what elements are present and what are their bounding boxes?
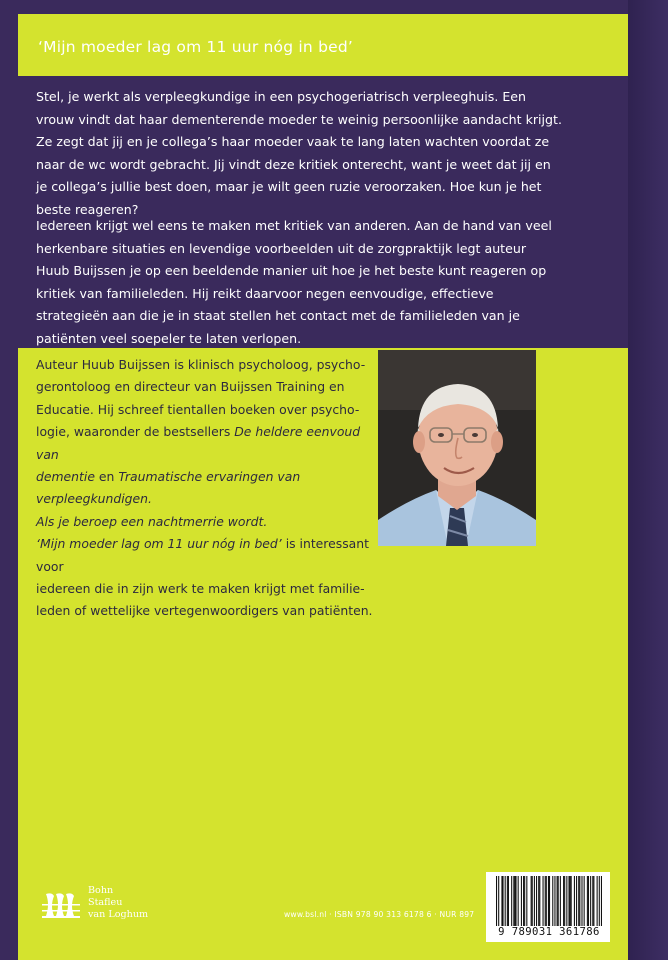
bio-line [36,421,376,466]
cover-edge [628,0,668,960]
bio-line [36,511,376,533]
barcode-bar [498,876,499,926]
book-reference: dementie [36,469,95,485]
barcode-bar [505,876,506,926]
bio-line: Auteur Huub Buijssen is klinisch psycholoog, psycho- [36,357,366,372]
barcode-bar [515,876,516,926]
intro-line: vrouw vindt dat haar dementerende moeder te weinig persoonlijke aandacht krijgt. [36,111,562,127]
barcode-bar [587,876,588,926]
barcode-bar [593,876,594,926]
barcode-bar [568,876,569,926]
intro-line: je collega’s jullie best doen, maar je wilt geen ruzie veroorzaken. Hoe kun je het [36,179,542,194]
barcode-bar [570,876,571,926]
bio-text: en [94,469,119,485]
barcode-bar [581,876,582,926]
barcode [486,872,610,942]
barcode-bar [592,876,593,926]
publisher-name [88,885,148,921]
barcode-bar [521,876,522,926]
barcode-number: 9 789031 361786 [498,926,600,938]
intro-line: naar de wc wordt gebracht. Jij vindt deze kritiek onterecht, want je weet dat jij en [36,156,551,172]
summary-line: Iedereen krijgt wel eens te maken met kritiek van anderen. Aan de hand van veel [36,218,552,233]
barcode-bar [518,876,519,926]
intro-line: Ze zegt dat jij en je collega’s haar moeder vaak te lang laten wachten voordat ze [36,134,550,149]
bio-line: iedereen die in zijn werk te maken krijgt met familie- [36,581,365,597]
barcode-bar [508,876,509,926]
bio-text: logie, waaronder de bestsellers [36,424,235,440]
barcode-bar [501,876,502,926]
summary-paragraph [36,215,626,350]
barcode-bar [564,876,565,926]
publisher-line: Stafleu [88,897,123,908]
author-bio [36,354,376,623]
barcode-bars-icon [496,876,602,926]
author-portrait-illustration [378,350,536,546]
intro-line: beste reageren? [36,201,139,217]
barcode-bar [496,876,497,926]
book-reference: Als je beroep een nachtmerrie wordt. [36,513,268,529]
book-reference: De heldere eenvoud van [36,424,361,462]
summary-line: strategieën aan die je in staat stellen het contact met de familieleden van je [36,308,520,323]
summary-line: Huub Buijssen je op een beeldende manier uit hoe je het beste kunt reageren op [36,263,547,278]
barcode-bar [543,876,544,926]
barcode-bar [548,876,549,926]
publisher-logo-icon [40,886,82,920]
publisher-line: van Loghum [88,909,149,920]
barcode-bar [579,876,580,926]
barcode-bar [523,876,524,926]
barcode-bar [539,876,540,926]
barcode-bar [513,876,514,926]
barcode-bar [557,876,558,926]
isbn-info: www.bsl.nl · ISBN 978 90 313 6178 6 · NUR 897 [284,910,475,919]
publisher-line: Bohn [88,885,114,896]
barcode-bar [563,876,564,926]
barcode-bar [584,876,585,926]
barcode-bar [549,876,550,926]
barcode-bar [554,876,555,926]
barcode-bar [599,876,600,926]
barcode-bar [546,876,547,926]
book-reference: ‘Mijn moeder lag om 11 uur nóg in bed’ [36,536,282,552]
barcode-bar [566,876,567,926]
intro-line: Stel, je werkt als verpleegkundige in een psychogeriatrisch verpleeghuis. Een [36,89,527,104]
barcode-bar [545,876,546,926]
bio-line: leden of wettelijke vertegenwoordigers van patiënten. [36,603,373,619]
barcode-bar [534,876,535,926]
barcode-bar [558,876,559,926]
book-reference: Traumatische ervaringen van verpleegkundigen. [36,469,301,507]
bio-line [36,466,376,511]
barcode-bar [507,876,508,926]
barcode-bar [571,876,572,926]
book-title: ‘Mijn moeder lag om 11 uur nóg in bed’ [38,38,354,56]
barcode-bar [597,876,598,926]
barcode-bar [524,876,525,926]
barcode-bar [552,876,553,926]
barcode-bar [526,876,527,926]
author-photo [378,350,536,546]
summary-line: herkenbare situaties en levendige voorbeelden uit de zorgpraktijk legt auteur [36,240,527,256]
barcode-bar [532,876,533,926]
intro-paragraph [36,86,626,221]
barcode-bar [576,876,577,926]
barcode-bar [560,876,561,926]
summary-line: patiënten veel soepeler te laten verlopen. [36,330,302,346]
barcode-bar [601,876,602,926]
barcode-bar [502,876,503,926]
summary-line: kritiek van familieleden. Hij reikt daarvoor negen eenvoudige, effectieve [36,285,494,301]
barcode-bar [574,876,575,926]
barcode-bar [511,876,512,926]
bio-line: Educatie. Hij schreef tientallen boeken over psycho- [36,401,360,417]
barcode-bar [514,876,515,926]
bio-line [36,533,376,578]
barcode-bar [588,876,589,926]
bio-line: gerontoloog en directeur van Buijssen Training en [36,379,345,395]
barcode-bar [536,876,537,926]
barcode-bar [590,876,591,926]
barcode-bar [578,876,579,926]
barcode-bar [531,876,532,926]
barcode-bar [538,876,539,926]
bio-text: is interessant voor [36,536,369,574]
